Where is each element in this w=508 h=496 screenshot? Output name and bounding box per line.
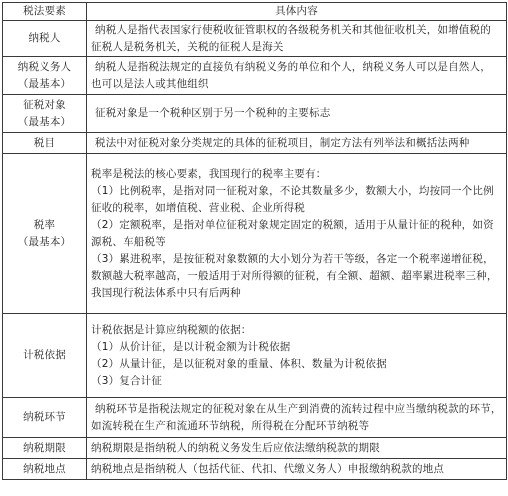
content-line: 也可以是法人或其他组织 [91, 77, 209, 90]
row-content [87, 154, 507, 314]
content-line: 如流转税在生产和流通环节纳税，所得税在分配环节纳税等 [91, 419, 370, 432]
content-line: 纳税人是指税法规定的直接负有纳税义务的单位和个人，纳税义务人可以是自然人， [95, 60, 491, 73]
key-line: （最基本） [17, 77, 72, 90]
row-key [3, 95, 87, 133]
table-row [3, 21, 507, 57]
key-line: 征税对象 [23, 98, 66, 111]
content-line: （1）从价计征，是以计税金额为计税依据 [91, 340, 291, 353]
content-line: （3）累进税率，是按征税对象数额的大小划分为若干等级，各定一个税率递增征税， [91, 252, 494, 265]
content-line: 纳税环节是指税法规定的征税对象在从生产到消费的流转过程中应当缴纳税款的环节， [95, 402, 502, 415]
row-key [3, 438, 87, 459]
key-line: 税率 [33, 218, 56, 231]
table-header-row [3, 3, 507, 21]
table-row [3, 314, 507, 398]
key-line: 税目 [33, 136, 56, 149]
content-line: （1）比例税率，是指对同一征税对象，不论其数量多少，数额大小，均按同一个比例 [91, 184, 494, 197]
table-row [3, 95, 507, 133]
content-line: 我国现行税法体系中只有后两种 [91, 286, 241, 299]
row-content [87, 21, 507, 57]
row-content [87, 438, 507, 459]
row-key [3, 154, 87, 314]
content-line: 纳税人是指代表国家行使税收征管职权的各级税务机关和其他征收机关，如增值税的 [95, 23, 491, 36]
row-key [3, 459, 87, 480]
key-line: 纳税期限 [23, 441, 66, 454]
row-content [87, 57, 507, 95]
key-line: 纳税环节 [23, 411, 66, 423]
content-line: （2）定额税率，是指对单位征税对象规定固定的税额，适用于从量计征的税种，如资 [91, 218, 494, 231]
header-content: 具体内容 [87, 3, 507, 21]
content-line: 征收的税率，如增值税、营业税、企业所得税 [91, 201, 305, 214]
content-line: 征税对象是一个税种区别于另一个税种的主要标志 [95, 107, 331, 119]
content-line: 税率是税法的核心要素，我国现行的税率主要有： [91, 167, 327, 180]
table-row [3, 438, 507, 459]
content-line: 数额越大税率越高，一般适用于对所得额的征税，有全额、超额、超率累进税率三种， [91, 269, 498, 282]
row-content [87, 95, 507, 133]
key-line: 计税依据 [23, 349, 66, 361]
table-row [3, 57, 507, 95]
key-line: 纳税人 [28, 32, 61, 44]
content-line: （3）复合计征 [91, 374, 163, 387]
table-row [3, 459, 507, 480]
key-line: 纳税义务人 [17, 60, 72, 73]
content-line: 征税人是税务机关，关税的征税人是海关 [91, 40, 284, 53]
row-key [3, 21, 87, 57]
tax-law-elements-table [2, 2, 507, 480]
key-line: （最基本） [17, 115, 72, 128]
row-key [3, 398, 87, 438]
content-line: 纳税地点是指纳税人（包括代征、代扣、代缴义务人）申报缴纳税款的地点 [91, 462, 445, 475]
key-line: （最基本） [17, 235, 72, 248]
row-key [3, 133, 87, 154]
row-key [3, 314, 87, 398]
row-content [87, 398, 507, 438]
content-line: 税法中对征税对象分类规定的具体的征税项目，制定方法有列举法和概括法两种 [95, 136, 470, 149]
content-line: 计税依据是计算应纳税额的依据： [91, 323, 252, 336]
content-line: 纳税期限是指纳税人的纳税义务发生后应依法缴纳税款的期限 [91, 441, 380, 454]
row-content [87, 133, 507, 154]
row-content [87, 459, 507, 480]
content-line: 源税、车船税等 [91, 235, 166, 248]
table-row [3, 154, 507, 314]
key-line: 纳税地点 [23, 462, 66, 475]
row-key [3, 57, 87, 95]
table-row [3, 398, 507, 438]
content-line: （2）从量计征，是以征税对象的重量、体积、数量为计税依据 [91, 357, 387, 370]
row-content [87, 314, 507, 398]
table-row [3, 133, 507, 154]
header-element: 税法要素 [3, 3, 87, 21]
